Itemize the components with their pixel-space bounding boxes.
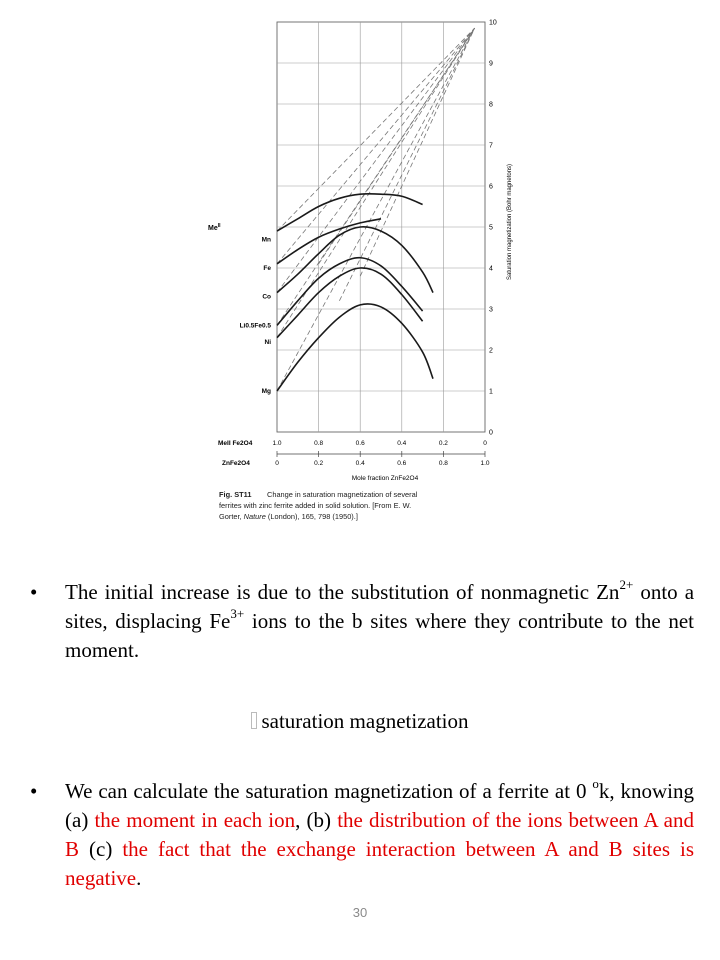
bullet-dot: •: [30, 779, 38, 803]
x-axis-title: Mole fraction ZnFe2O4: [351, 475, 419, 482]
ferrite-curves: [277, 194, 433, 391]
dashed-extrapolation-line: [277, 28, 475, 231]
series-label: Fe: [263, 265, 271, 272]
series-curve: [277, 219, 381, 264]
me-ii-header: $Me^{II}$: [208, 223, 221, 232]
x-axis-top: [218, 440, 487, 447]
page-number: 30: [352, 905, 368, 920]
y-tick-label: 1: [489, 388, 493, 396]
bullet-calculation: [30, 777, 694, 893]
bullet-dot: •: [30, 580, 38, 604]
x-axis-bottom-label: ZnFe2O4: [222, 460, 250, 467]
x-top-tick-label: 1.0: [272, 440, 282, 447]
dashed-extrapolation-line: [277, 28, 475, 292]
bullet1-text-c: ions to the b sites where they contribute to the net moment.: [65, 609, 695, 662]
x-bottom-tick-label: 0.6: [397, 460, 407, 467]
dashed-extrapolation-lines: [277, 28, 475, 391]
sub-heading: [0, 707, 720, 736]
bullet1-text-a: The initial increase is due to the substitution of nonmagnetic Zn: [65, 580, 620, 604]
red-text-exchange: the fact that the exchange interaction between A and B sites is negative: [65, 837, 695, 890]
x-top-tick-label: 0.6: [355, 440, 365, 447]
series-label: Mn: [261, 236, 271, 244]
y-axis-tick-labels: [489, 20, 497, 437]
bullet-text: [65, 777, 694, 893]
bullet2-text-a: We can calculate the saturation magnetization of a ferrite at 0: [65, 779, 593, 803]
bullet2-text-d: (c): [79, 837, 123, 861]
fe-charge: 3+: [230, 606, 245, 621]
y-tick-label: 4: [489, 265, 493, 273]
zn-charge: 2+: [619, 577, 634, 592]
y-tick-label: 9: [489, 60, 493, 68]
dashed-extrapolation-line: [277, 28, 475, 391]
sub-heading-text: saturation magnetization: [261, 709, 469, 733]
degree-o: o: [592, 776, 599, 791]
y-tick-label: 5: [489, 224, 493, 232]
x-top-tick-label: 0: [483, 440, 487, 447]
x-bottom-tick-label: 0.4: [355, 460, 365, 467]
bullet1-text-b: onto a sites, displacing Fe: [65, 580, 695, 633]
y-tick-label: 6: [489, 183, 493, 191]
dashed-extrapolation-line: [360, 28, 474, 276]
red-text-distribution: the distribution of the ions between A and B: [65, 808, 694, 861]
caption-line: ferrites with zinc ferrite added in solid solution. [From E. W.: [219, 501, 412, 510]
series-label: Ni: [264, 338, 271, 346]
dashed-extrapolation-line: [339, 28, 474, 301]
bullet2-text-c: , (b): [295, 808, 338, 832]
caption-fig-label: Fig. ST11: [219, 490, 252, 499]
y-tick-label: 10: [489, 19, 497, 27]
y-tick-label: 7: [489, 142, 493, 150]
caption-line: Gorter,: [219, 512, 244, 521]
x-bottom-tick-label: 1.0: [480, 460, 490, 467]
x-axis-bottom: [222, 451, 490, 467]
series-label: Co: [262, 293, 271, 301]
x-bottom-tick-label: 0.8: [438, 460, 448, 467]
x-top-tick-label: 0.4: [397, 440, 407, 447]
x-top-tick-label: 0.2: [438, 440, 448, 447]
y-tick-label: 2: [489, 347, 493, 355]
caption-line: (London), 165, 798 (1950).]: [265, 512, 358, 521]
bullet2-text-e: .: [136, 866, 142, 890]
x-axis-top-label: MeII Fe2O4: [218, 440, 253, 447]
series-curve: [277, 227, 433, 293]
x-top-tick-label: 0.8: [314, 440, 324, 447]
y-tick-label: 8: [489, 101, 493, 109]
series-label: Mg: [261, 388, 271, 395]
bullet-initial-increase: [30, 578, 694, 665]
caption-source-italic: Nature: [243, 512, 266, 521]
bullet-text: [65, 578, 694, 665]
bullet2-text-b: k, knowing (a): [65, 779, 695, 832]
figure-caption: [219, 490, 418, 521]
y-tick-label: 3: [489, 306, 493, 314]
caption-line: Change in saturation magnetization of several: [267, 490, 418, 499]
y-tick-label: 0: [489, 429, 493, 437]
series-label: Li0.5Fe0.5: [239, 322, 271, 330]
red-text-moment: the moment in each ion: [94, 808, 296, 832]
x-bottom-tick-label: 0.2: [314, 460, 324, 467]
series-labels: [240, 236, 272, 395]
saturation-magnetization-figure: [200, 10, 520, 540]
missing-glyph-icon: [251, 712, 257, 729]
y-axis-label: Saturation magnetization (Bohr magnetons): [507, 163, 513, 281]
x-bottom-tick-label: 0: [275, 460, 279, 467]
